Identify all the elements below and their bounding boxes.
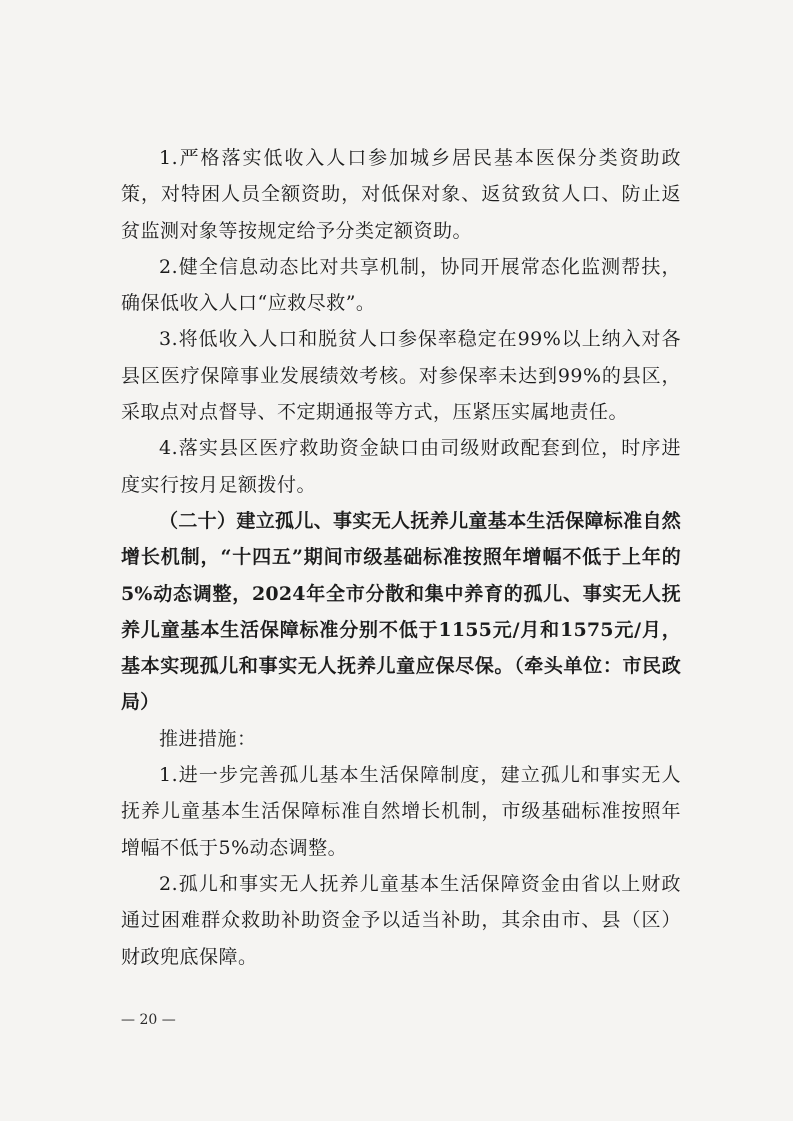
paragraph-2: 2.健全信息动态比对共享机制，协同开展常态化监测帮扶，确保低收入人口“应救尽救”。 (121, 255, 681, 315)
measure-2: 2.孤儿和事实无人抚养儿童基本生活保障资金由省以上财政通过困难群众救助补助资金予以适当补助，其余由市、县（区）财政兜底保障。 (121, 872, 681, 968)
measure-1: 1.进一步完善孤儿基本生活保障制度，建立孤儿和事实无人抚养儿童基本生活保障标准自然增长机制，市级基础标准按照年增幅不低于5%动态调整。 (121, 764, 681, 859)
body-text (121, 140, 681, 975)
paragraph-4: 4.落实县区医疗救助资金缺口由司级财政配套到位，时序进度实行按月足额拨付。 (121, 437, 681, 496)
measures-label: 推进措施： (159, 727, 257, 750)
page-number: — 20 — (121, 1012, 176, 1028)
section-heading-20: （二十）建立孤儿、事实无人抚养儿童基本生活保障标准自然增长机制，“十四五”期间市级基础标准按照年增幅不低于上年的5%动态调整，2024年全市分散和集中养育的孤儿、事实无人抚养儿童基本生活保障标准分别不低于1155元/月和1575元/月，基本实现孤儿和事实无人抚养儿童应保尽保。（牵头单位：市民政局） (121, 509, 681, 714)
paragraph-1: 1.严格落实低收入人口参加城乡居民基本医保分类资助政策，对特困人员全额资助，对低保对象、返贫致贫人口、防止返贫监测对象等按规定给予分类定额资助。 (121, 147, 681, 242)
paragraph-3: 3.将低收入人口和脱贫人口参保率稳定在99%以上纳入对各县区医疗保障事业发展绩效考核。对参保率未达到99%的县区，采取点对点督导、不定期通报等方式，压紧压实属地责任。 (121, 328, 681, 424)
